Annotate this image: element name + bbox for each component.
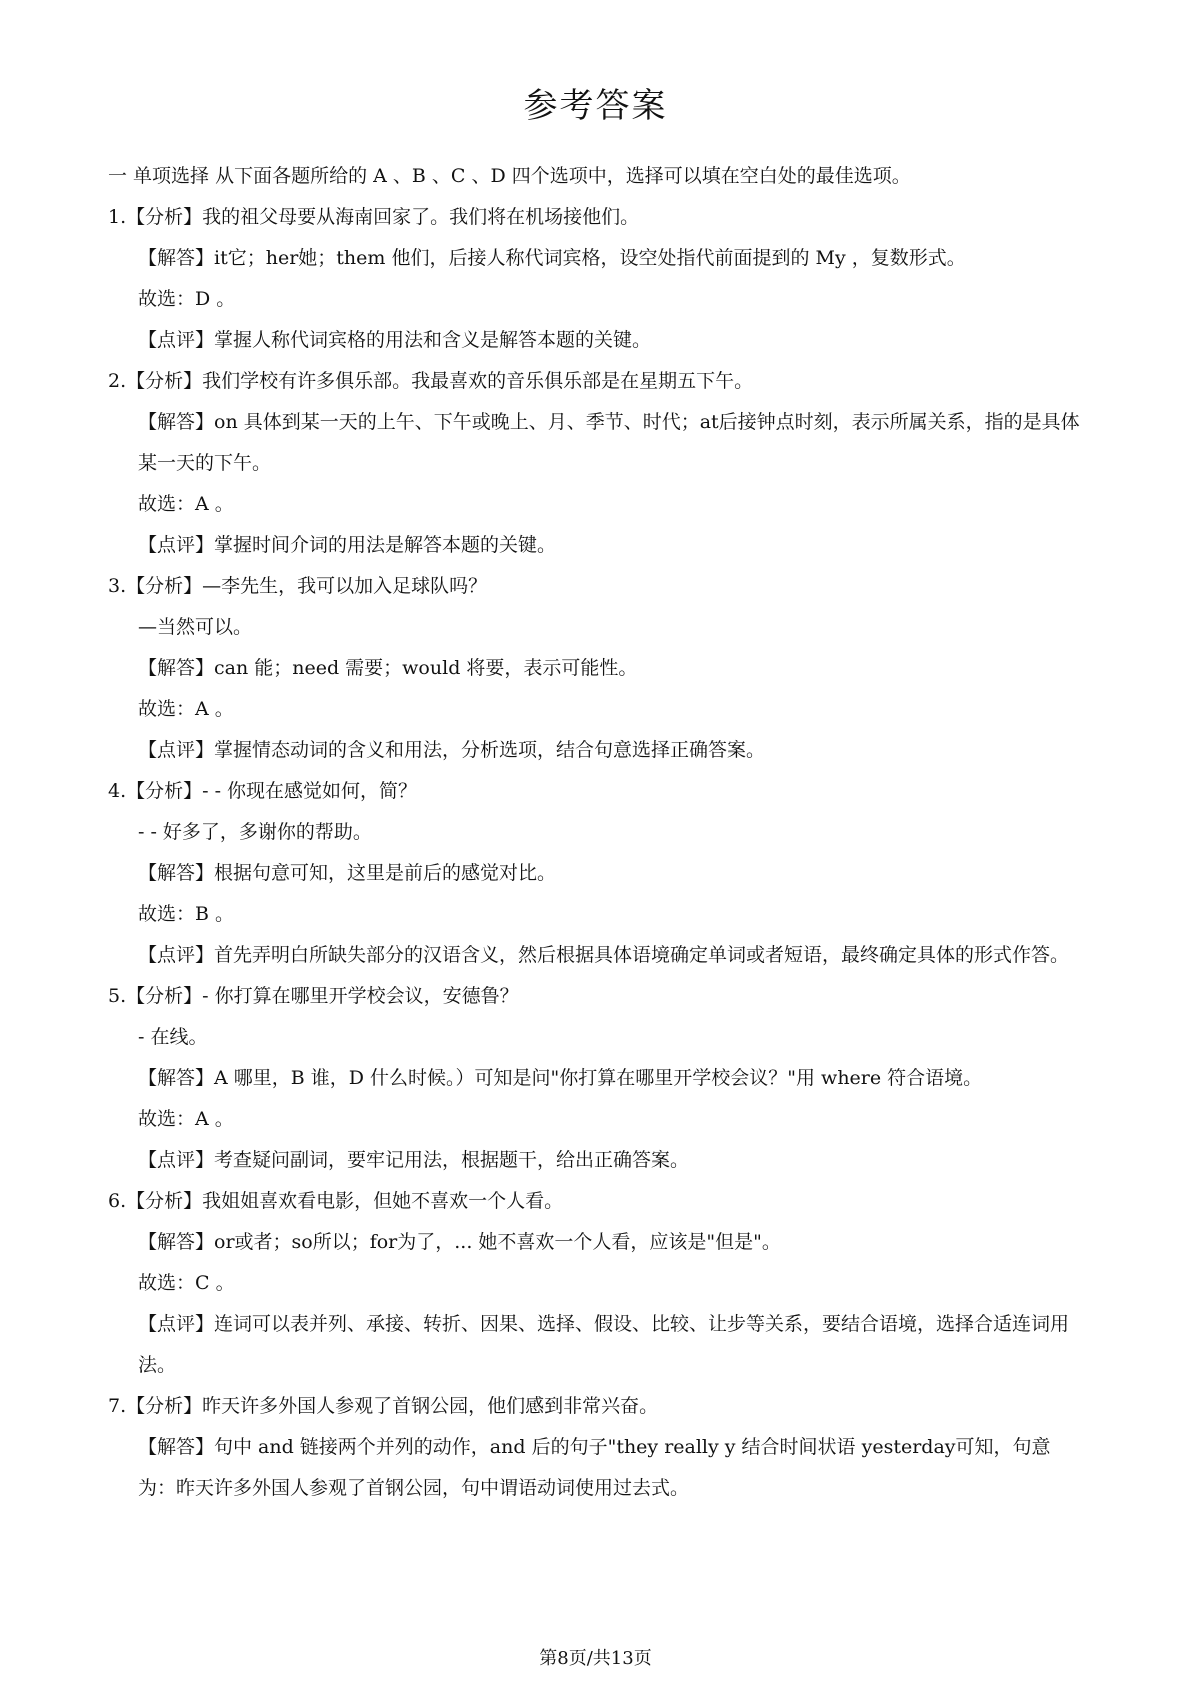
question-dialogue: - - 好多了，多谢你的帮助。 [138,821,372,843]
question-analysis: 3.【分析】—李先生，我可以加入足球队吗？ [108,575,488,597]
question-comment: 【点评】掌握情态动词的含义和用法，分析选项，结合句意选择正确答案。 [138,739,766,761]
question-dialogue: —当然可以。 [138,616,253,638]
question-analysis: 6.【分析】我姐姐喜欢看电影，但她不喜欢一个人看。 [108,1190,564,1212]
question-1 [108,197,1088,361]
question-choice: 故选：D 。 [138,288,236,310]
question-analysis: 2.【分析】我们学校有许多俱乐部。我最喜欢的音乐俱乐部是在星期五下午。 [108,370,754,392]
page-footer: 第8页/共13页 [539,1648,652,1669]
question-7 [108,1386,1088,1509]
question-answer: 【解答】can 能；need 需要；would 将要，表示可能性。 [138,657,638,679]
question-answer: 【解答】句中 and 链接两个并列的动作，and 后的句子"they really y 结合时间状语 yesterday可知，句意为：昨天许多外国人参观了首钢公园，句中谓语动词使用过去式。 [138,1436,1051,1499]
question-analysis: 5.【分析】- 你打算在哪里开学校会议，安德鲁？ [108,985,519,1007]
question-answer: 【解答】it它；her她；them 他们，后接人称代词宾格，设空处指代前面提到的 My ，复数形式。 [138,247,966,269]
question-5 [108,976,1088,1181]
page-title: 参考答案 [523,86,668,126]
question-analysis: 7.【分析】昨天许多外国人参观了首钢公园，他们感到非常兴奋。 [108,1395,659,1417]
question-comment: 【点评】首先弄明白所缺失部分的汉语含义，然后根据具体语境确定单词或者短语，最终确定具体的形式作答。 [138,944,1070,966]
question-answer: 【解答】on 具体到某一天的上午、下午或晚上、月、季节、时代；at后接钟点时刻，表示所属关系，指的是具体某一天的下午。 [138,411,1080,474]
answer-content [108,156,1088,1509]
question-answer: 【解答】根据句意可知，这里是前后的感觉对比。 [138,862,557,884]
question-choice: 故选：B 。 [138,903,235,925]
question-answer: 【解答】or或者；so所以；for为了，... 她不喜欢一个人看，应该是"但是"。 [138,1231,781,1253]
question-comment: 【点评】连词可以表并列、承接、转折、因果、选择、假设、比较、让步等关系，要结合语境，选择合适连词用法。 [138,1313,1070,1376]
question-comment: 【点评】掌握时间介词的用法是解答本题的关键。 [138,534,557,556]
question-choice: 故选：C 。 [138,1272,235,1294]
question-analysis: 4.【分析】- - 你现在感觉如何，简？ [108,780,418,802]
question-analysis: 1.【分析】我的祖父母要从海南回家了。我们将在机场接他们。 [108,206,640,228]
question-dialogue: - 在线。 [138,1026,208,1048]
question-choice: 故选：A 。 [138,493,234,515]
section-heading: 一 单项选择 从下面各题所给的 A 、B 、C 、D 四个选项中，选择可以填在空白处的最佳选项。 [108,165,911,187]
question-2 [108,361,1088,566]
question-3 [108,566,1088,771]
question-comment: 【点评】考查疑问副词，要牢记用法，根据题干，给出正确答案。 [138,1149,690,1171]
question-choice: 故选：A 。 [138,698,234,720]
question-comment: 【点评】掌握人称代词宾格的用法和含义是解答本题的关键。 [138,329,652,351]
question-6 [108,1181,1088,1386]
question-answer: 【解答】A 哪里，B 谁，D 什么时候。）可知是问"你打算在哪里开学校会议？"用 where 符合语境。 [138,1067,983,1089]
question-4 [108,771,1088,976]
question-choice: 故选：A 。 [138,1108,234,1130]
